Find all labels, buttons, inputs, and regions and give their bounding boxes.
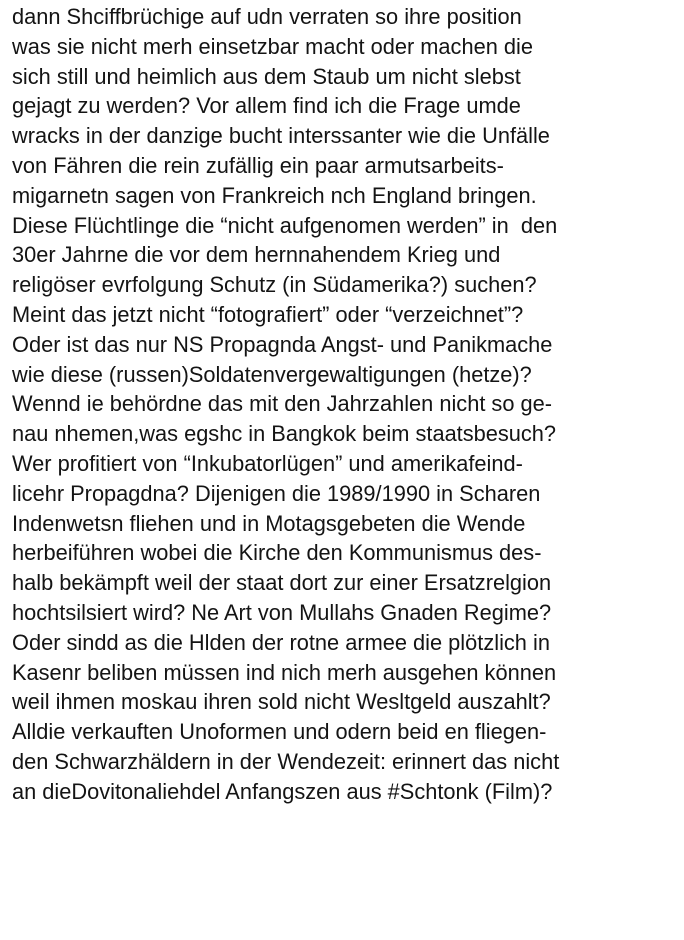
- body-text: [12, 2, 680, 807]
- text-line: religöser evrfolgung Schutz (in Südamerika?) suchen?: [12, 272, 537, 298]
- text-line: was sie nicht merh einsetzbar macht oder machen die: [12, 33, 533, 59]
- text-line: Wennd ie behördne das mit den Jahrzahlen nicht so ge-: [12, 391, 553, 417]
- text-line: von Fähren die rein zufällig ein paar armutsarbeits-: [12, 152, 504, 178]
- text-line: dann Shciffbrüchige auf udn verraten so ihre position: [12, 4, 522, 29]
- text-line: migarnetn sagen von Frankreich nch England bringen.: [12, 182, 537, 208]
- text-line: wie diese (russen)Soldatenvergewaltigungen (hetze)?: [12, 361, 532, 387]
- text-line: sich still und heimlich aus dem Staub um nicht slebst: [12, 63, 521, 89]
- text-line: den Schwarzhäldern in der Wendezeit: erinnert das nicht: [12, 748, 560, 774]
- text-line: licehr Propagdna? Dijenigen die 1989/1990 in Scharen: [12, 480, 541, 506]
- text-line: Oder ist das nur NS Propagnda Angst- und Panikmache: [12, 331, 553, 357]
- text-line: halb bekämpft weil der staat dort zur einer Ersatzrelgion: [12, 570, 552, 596]
- text-line: 30er Jahrne die vor dem hernnahendem Krieg und: [12, 242, 501, 268]
- text-line: Wer profitiert von “Inkubatorlügen” und amerikafeind-: [12, 450, 523, 476]
- text-line: Diese Flüchtlinge die “nicht aufgenomen werden” in den: [12, 212, 558, 238]
- text-line: weil ihmen moskau ihren sold nicht Wesltgeld auszahlt?: [12, 689, 551, 715]
- text-line: Indenwetsn fliehen und in Motagsgebeten die Wende: [12, 510, 526, 536]
- text-line: Alldie verkauften Unoformen und odern beid en fliegen-: [12, 719, 547, 745]
- text-line: gejagt zu werden? Vor allem find ich die Frage umde: [12, 93, 521, 119]
- text-line: hochtsilsiert wird? Ne Art von Mullahs Gnaden Regime?: [12, 599, 552, 625]
- text-line: Oder sindd as die Hlden der rotne armee die plötzlich in: [12, 629, 550, 655]
- text-line: wracks in der danzige bucht interssanter wie die Unfälle: [12, 123, 550, 149]
- text-line: Kasenr beliben müssen ind nich merh ausgehen können: [12, 659, 557, 685]
- text-line: herbeiführen wobei die Kirche den Kommunismus des-: [12, 540, 542, 566]
- text-line: Meint das jetzt nicht “fotografiert” oder “verzeichnet”?: [12, 301, 524, 327]
- text-line: an dieDovitonaliehdel Anfangszen aus #Schtonk (Film)?: [12, 778, 553, 804]
- text-line: nau nhemen,was egshc in Bangkok beim staatsbesuch?: [12, 421, 557, 447]
